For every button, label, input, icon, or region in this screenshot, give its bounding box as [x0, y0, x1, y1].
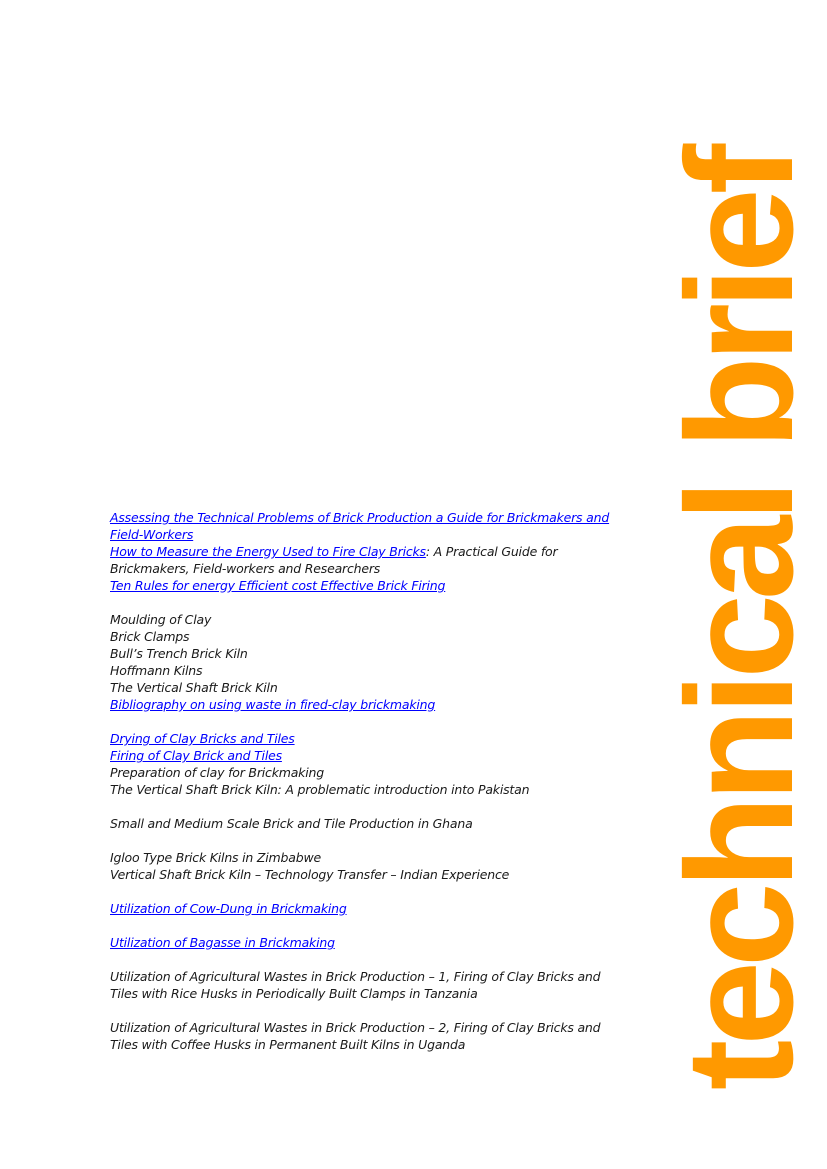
reference-link-ten-rules[interactable]: Ten Rules for energy Efficient cost Effective Brick Firing — [110, 578, 446, 593]
reference-item — [110, 934, 630, 951]
group-spacer — [110, 594, 630, 611]
reference-list — [110, 509, 630, 1053]
reference-link-bibliography[interactable]: Bibliography on using waste in fired-clay brickmaking — [110, 697, 436, 712]
reference-item: Preparation of clay for Brickmaking — [110, 765, 324, 780]
reference-link-firing[interactable]: Firing of Clay Brick and Tiles — [110, 748, 282, 763]
reference-link-drying[interactable]: Drying of Clay Bricks and Tiles — [110, 731, 295, 746]
reference-subtitle: : A Practical Guide for Brickmakers, Field-workers and Researchers — [110, 544, 558, 576]
reference-item — [110, 577, 630, 594]
reference-item: The Vertical Shaft Brick Kiln: A problematic introduction into Pakistan — [110, 782, 530, 797]
reference-item-line: Tiles with Coffee Husks in Permanent Built Kilns in Uganda — [110, 1037, 466, 1052]
group-spacer — [110, 883, 630, 900]
reference-item — [110, 509, 630, 543]
reference-item: Brick Clamps — [110, 629, 190, 644]
reference-item: Hoffmann Kilns — [110, 663, 203, 678]
reference-item — [110, 730, 630, 747]
reference-item: Igloo Type Brick Kilns in Zimbabwe — [110, 850, 321, 865]
reference-link-bagasse[interactable]: Utilization of Bagasse in Brickmaking — [110, 935, 335, 950]
reference-link-measure-energy[interactable]: How to Measure the Energy Used to Fire Clay Bricks — [110, 544, 426, 559]
reference-item — [110, 543, 630, 577]
reference-item-line: Tiles with Rice Husks in Periodically Built Clamps in Tanzania — [110, 986, 478, 1001]
group-spacer — [110, 1002, 630, 1019]
reference-item — [110, 696, 630, 713]
group-spacer — [110, 832, 630, 849]
reference-link-assessing-technical-problems[interactable]: Assessing the Technical Problems of Brick Production a Guide for Brickmakers and Field-Workers — [110, 510, 610, 542]
reference-item — [110, 747, 630, 764]
reference-item: Small and Medium Scale Brick and Tile Production in Ghana — [110, 816, 473, 831]
group-spacer — [110, 917, 630, 934]
side-label-text: technical brief — [655, 149, 825, 1091]
reference-item: Vertical Shaft Brick Kiln – Technology Transfer – Indian Experience — [110, 867, 510, 882]
reference-item-line: Utilization of Agricultural Wastes in Brick Production – 1, Firing of Clay Bricks and — [110, 969, 601, 984]
reference-item — [110, 900, 630, 917]
reference-item-line: Utilization of Agricultural Wastes in Brick Production – 2, Firing of Clay Bricks and — [110, 1020, 601, 1035]
reference-item: Bull’s Trench Brick Kiln — [110, 646, 248, 661]
reference-item: The Vertical Shaft Brick Kiln — [110, 680, 278, 695]
group-spacer — [110, 798, 630, 815]
group-spacer — [110, 713, 630, 730]
reference-item: Moulding of Clay — [110, 612, 212, 627]
technical-brief-side-label — [655, 149, 825, 1091]
reference-link-cow-dung[interactable]: Utilization of Cow-Dung in Brickmaking — [110, 901, 347, 916]
group-spacer — [110, 951, 630, 968]
